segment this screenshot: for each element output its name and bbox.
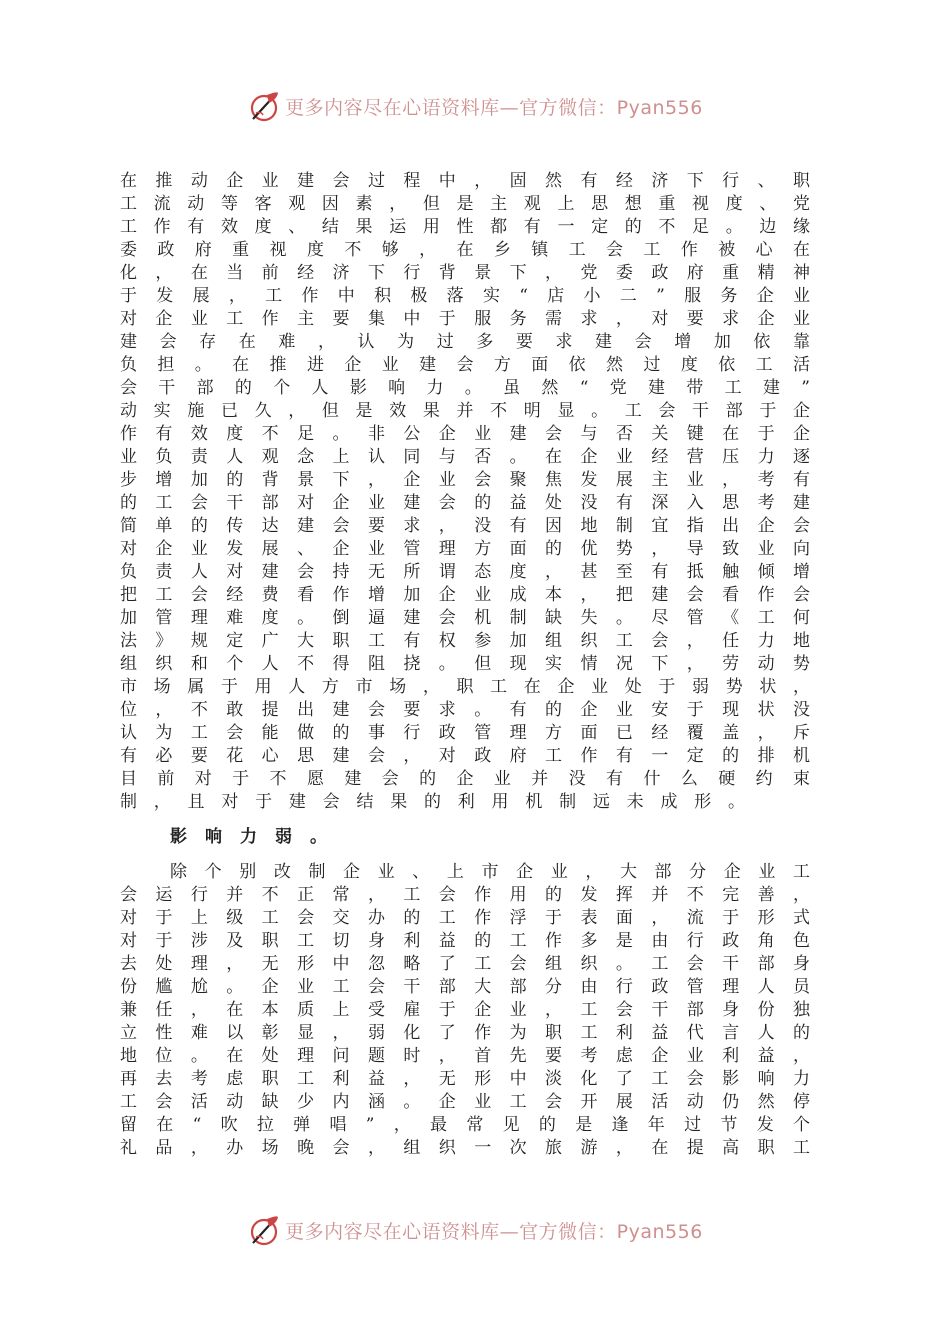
section-heading: 影响力弱。 [170, 827, 345, 847]
text-line: 礼品，办场晚会，组织一次旅游，在提高职工 [120, 1138, 810, 1158]
text-line: 简单的传达建会要求，没有因地制宜指出企会 [120, 516, 810, 536]
footer-banner [0, 1208, 950, 1252]
text-line: 除个别改制企业、上市企业，大部分企业工 [170, 862, 810, 882]
text-line: 业负责人观念上认同与否。在企业经营压力逐 [120, 447, 810, 467]
banner-text: 更多内容尽在心语资料库—官方微信：Pyan556 [285, 96, 703, 119]
text-line: 留在“吹拉弹唱”，最常见的是逢年过节发个 [120, 1115, 810, 1135]
text-line: 对企业发展、企业管理方面的优势，导致业向 [120, 539, 810, 559]
quill-logo-icon [247, 89, 281, 123]
text-line: 立性难以彰显，弱化了作为职工利益代言人的 [120, 1023, 810, 1043]
text-line: 制，且对于建会结果的利用机制远未成形。 [120, 792, 745, 812]
text-line: 对企业工作主要集中于服务需求，对要求企业 [120, 309, 810, 329]
text-line: 加管理难度。倒逼建会机制缺失。尽管《工何 [120, 608, 810, 628]
document-body [120, 170, 810, 1160]
text-line: 于发展，工作中积极落实“店小二”服务企业 [120, 286, 810, 306]
header-banner [0, 84, 950, 128]
text-line: 化，在当前经济下行背景下，党委政府重精神 [120, 263, 810, 283]
wechat-id: Pyan556 [616, 96, 703, 119]
text-line: 作有效度不足。非公企业建会与否关键在于企 [120, 424, 810, 444]
text-line: 会运行并不正常，工会作用的发挥并不完善， [120, 885, 810, 905]
text-line: 有必要花心思建会，对政府工作有一定的排机 [120, 746, 810, 766]
section-one [120, 170, 810, 791]
text-line: 对于涉及职工切身利益的工作多是由行政角色 [120, 931, 810, 951]
text-line: 认为工会能做的事行政管理方面已经覆盖，斥 [120, 723, 810, 743]
text-line: 的工会干部对企业建会的益处没有深入思考建 [120, 493, 810, 513]
text-line: 会干部的个人影响力。虽然“党建带工建” [120, 378, 810, 398]
text-line: 工作有效度、结果运用性都有一定的不足。边缘 [120, 217, 810, 237]
text-line: 组织和个人不得阻挠。但现实情况下，劳动势 [120, 654, 810, 674]
text-line: 目前对于不愿建会的企业并没有什么硬约束 [120, 769, 810, 789]
text-line: 去处理，无形中忽略了工会组织。工会干部身 [120, 954, 810, 974]
text-line: 工流动等客观因素，但是主观上思想重视度、党 [120, 194, 810, 214]
banner-text: 更多内容尽在心语资料库—官方微信：Pyan556 [285, 1220, 703, 1243]
text-line: 在推动企业建会过程中，固然有经济下行、职 [120, 171, 810, 191]
quill-logo-icon [247, 1213, 281, 1247]
wechat-id: Pyan556 [616, 1220, 703, 1243]
text-line: 地位。在处理问题时，首先要考虑企业利益， [120, 1046, 810, 1066]
text-line: 负责人对建会持无所谓态度，甚至有抵触倾增 [120, 562, 810, 582]
text-line: 工会活动缺少内涵。企业工会开展活动仍然停 [120, 1092, 810, 1112]
text-line: 对于上级工会交办的工作浮于表面，流于形式 [120, 908, 810, 928]
text-line: 负担。在推进企业建会方面依然过度依工活 [120, 355, 810, 375]
text-line: 步增加的背景下，企业会聚焦发展主业，考有 [120, 470, 810, 490]
text-line: 位，不敢提出建会要求。有的企业安于现状没 [120, 700, 810, 720]
text-line: 建会存在难，认为过多要求建会增加依靠 [120, 332, 810, 352]
text-line: 份尴尬。企业工会干部大部分由行政管理人员 [120, 977, 810, 997]
text-line: 再去考虑职工利益，无形中淡化了工会影响力 [120, 1069, 810, 1089]
text-line: 委政府重视度不够，在乡镇工会工作被心在 [120, 240, 810, 260]
text-line: 兼任，在本质上受雇于企业，工会干部身份独 [120, 1000, 810, 1020]
text-line: 市场属于用人方市场，职工在企业处于弱势状， [120, 677, 810, 697]
section-two [120, 861, 810, 1160]
text-line: 动实施已久，但是效果并不明显。工会干部于企 [120, 401, 810, 421]
text-line: 法》规定广大职工有权参加组织工会，任力地 [120, 631, 810, 651]
text-line: 把工会经费看作增加企业成本，把建会看作会 [120, 585, 810, 605]
